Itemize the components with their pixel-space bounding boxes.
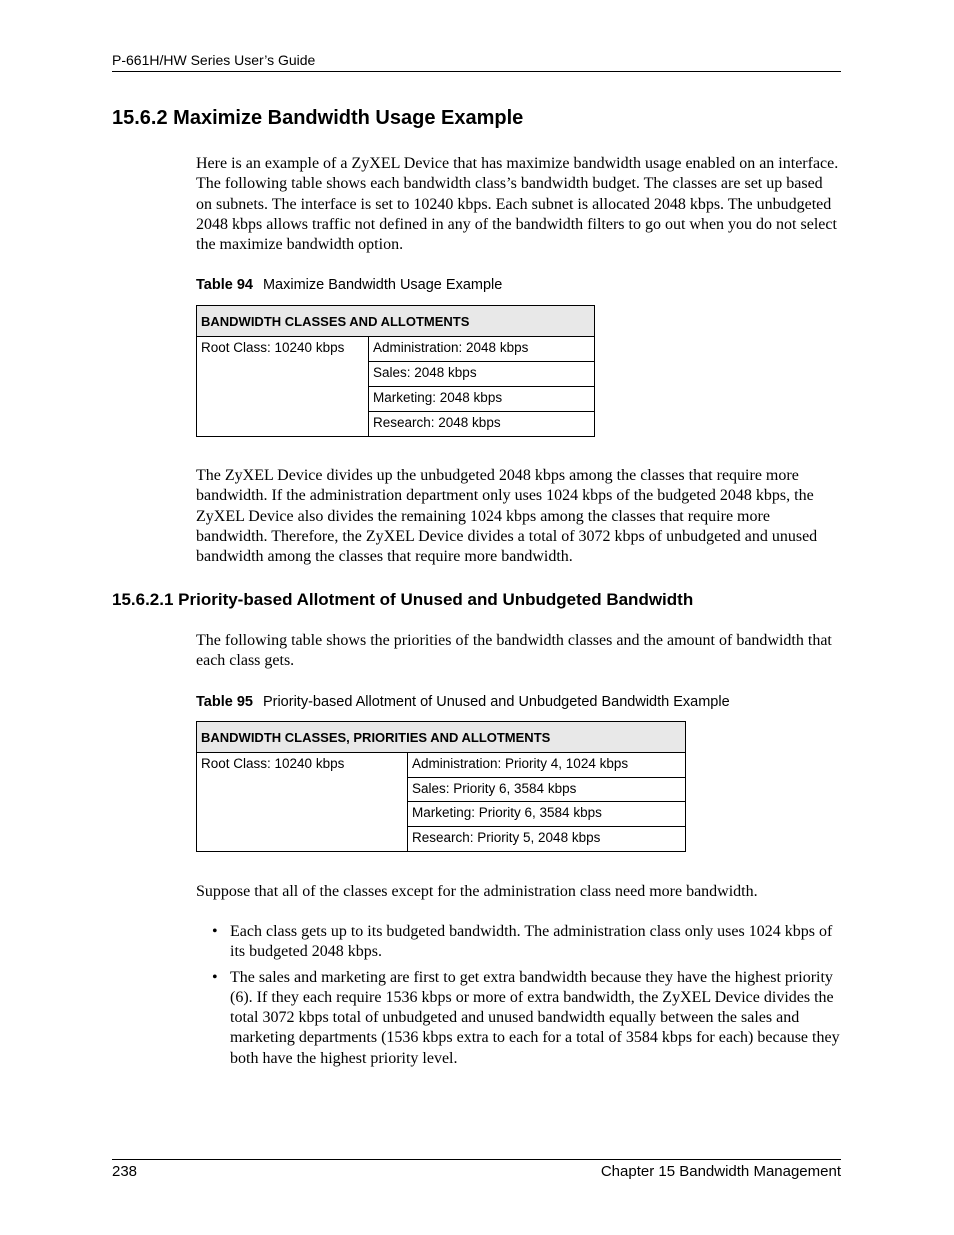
table-cell: Marketing: 2048 kbps (369, 387, 595, 412)
table-cell: Sales: 2048 kbps (369, 362, 595, 387)
list-item (196, 968, 842, 1069)
page-number: 238 (112, 1163, 138, 1180)
table-94-caption (196, 276, 502, 294)
list-item (196, 922, 842, 963)
chapter-title: Chapter 15 Bandwidth Management (600, 1163, 841, 1180)
table-95-caption (196, 693, 730, 711)
section-heading-15-6-2: 15.6.2 Maximize Bandwidth Usage Example (112, 107, 524, 129)
root-class-cell: Root Class: 10240 kbps (197, 753, 408, 852)
section-heading-15-6-2-1: 15.6.2.1 Priority-based Allotment of Unused and Unbudgeted Bandwidth (112, 590, 694, 609)
table-cell: Research: 2048 kbps (369, 412, 595, 437)
table-94 (196, 305, 595, 437)
table-cell: Administration: 2048 kbps (369, 337, 595, 362)
page-footer (112, 1159, 841, 1183)
page-header (112, 51, 841, 72)
table-header: BANDWIDTH CLASSES AND ALLOTMENTS (197, 306, 595, 337)
table-label: Table 94 (196, 277, 253, 293)
bullet-icon: • (212, 923, 218, 940)
explanation-paragraph: The ZyXEL Device divides up the unbudgeted 2048 kbps among the classes that require more bandwidth. If the administration department only uses 1024 kbps of the budgeted 2048 kbps, the ZyXEL Device also divides the remaining 1024 kbps among the classes that require more bandwidth. Therefore, the ZyXEL Device divides a total of 3072 kbps of unbudgeted and unused bandwidth among the classes that require more bandwidth. (196, 467, 818, 566)
table-cell: Administration: Priority 4, 1024 kbps (408, 753, 686, 778)
list-item-text: Each class gets up to its budgeted bandwidth. The administration class only uses 1024 kbps of its budgeted 2048 kbps. (230, 923, 833, 961)
priority-intro-paragraph: The following table shows the priorities of the bandwidth classes and the amount of bandwidth that each class gets. (196, 632, 832, 670)
root-class-cell: Root Class: 10240 kbps (197, 337, 369, 437)
guide-title: P-661H/HW Series User’s Guide (112, 52, 316, 68)
table-cell: Research: Priority 5, 2048 kbps (408, 827, 686, 852)
bullet-list (196, 922, 842, 1074)
intro-paragraph: Here is an example of a ZyXEL Device that has maximize bandwidth usage enabled on an interface. The following table shows each bandwidth class’s bandwidth budget. The classes are set up based on subnets. The interface is set to 10240 kbps. Each subnet is allocated 2048 kbps. The unbudgeted 2048 kbps allows traffic not defined in any of the bandwidth filters to go out when you do not select the maximize bandwidth option. (196, 155, 839, 254)
bullet-icon: • (212, 968, 218, 986)
table-cell: Sales: Priority 6, 3584 kbps (408, 778, 686, 802)
table-cell: Marketing: Priority 6, 3584 kbps (408, 802, 686, 827)
table-label: Table 95 (196, 694, 253, 710)
suppose-paragraph: Suppose that all of the classes except for the administration class need more bandwidth. (196, 883, 758, 900)
table-header: BANDWIDTH CLASSES, PRIORITIES AND ALLOTMENTS (197, 722, 686, 753)
list-item-text: The sales and marketing are first to get extra bandwidth because they have the highest priority (6). If they each require 1536 kbps or more of extra bandwidth, the ZyXEL Device divides the total 3072 kbps total of unbudgeted and unused bandwidth equally between the sales and marketing departments (1536 kbps extra to each for a total of 3584 kbps for each) because they both have the highest priority level. (230, 968, 840, 1067)
table-title: Priority-based Allotment of Unused and Unbudgeted Bandwidth Example (262, 694, 730, 710)
table-95 (196, 721, 686, 852)
table-title: Maximize Bandwidth Usage Example (262, 277, 503, 293)
